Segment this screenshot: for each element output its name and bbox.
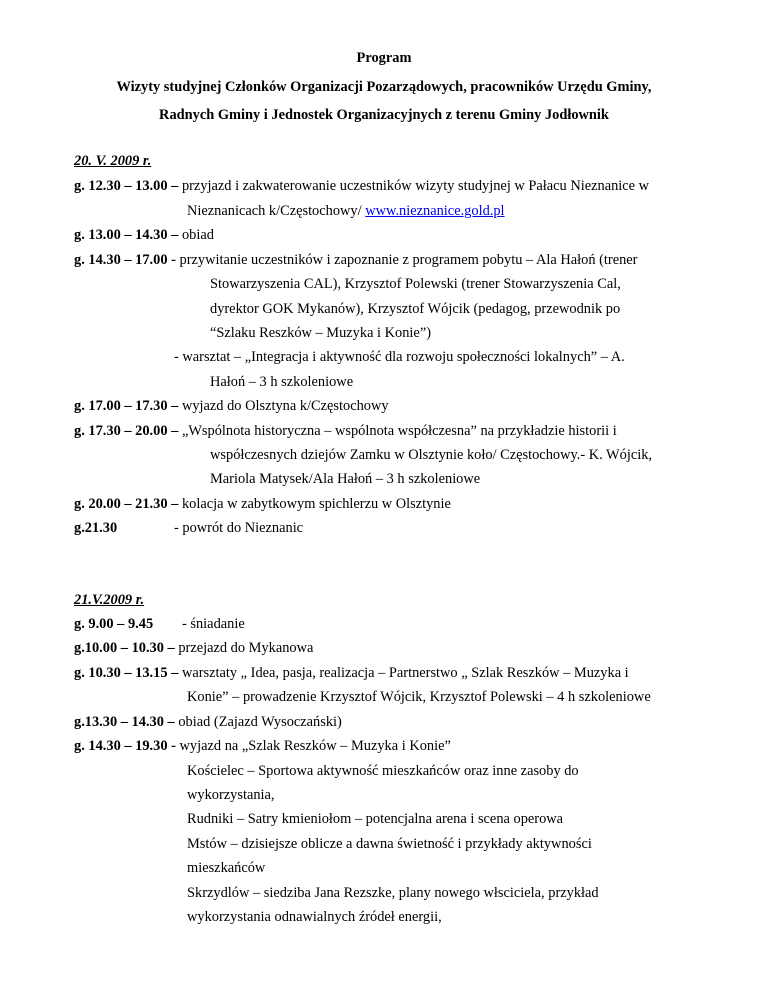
day1-entry-6 bbox=[74, 497, 451, 511]
day1-workshop-line-cont: Hałoń – 3 h szkoleniowe bbox=[210, 374, 354, 390]
entry-text: przywitanie uczestników i zapoznanie z programem pobytu – Ala Hałoń (trener bbox=[175, 252, 638, 268]
day1-entry-7-text: - powrót do Nieznanic bbox=[174, 520, 304, 536]
entry-time: g. 17.00 – 17.30 – bbox=[74, 398, 179, 414]
entry-time: g. 13.00 – 14.30 – bbox=[74, 227, 179, 243]
entry-text: obiad bbox=[178, 227, 214, 243]
route-point-mstow: Mstów – dzisiejsze oblicze a dawna świetność i przykłady aktywności bbox=[187, 836, 592, 852]
entry-text: warsztaty „ Idea, pasja, realizacja – Partnerstwo „ Szlak Reszków – Muzyka i bbox=[178, 665, 629, 681]
day1-date-heading: 20. V. 2009 r. bbox=[74, 153, 152, 169]
day1-entry-3-cont-1: Stowarzyszenia CAL), Krzysztof Polewski (trener Stowarzyszenia Cal, bbox=[210, 276, 621, 292]
route-point-mstow-cont: mieszkańców bbox=[187, 860, 266, 876]
document-subtitle-line-2: Radnych Gminy i Jednostek Organizacyjnych z terenu Gminy Jodłownik bbox=[159, 107, 609, 123]
entry-time: g. 20.00 – 21.30 – bbox=[74, 496, 179, 512]
document-subtitle-line-1: Wizyty studyjnej Członków Organizacji Pozarządowych, pracowników Urzędu Gminy, bbox=[116, 79, 652, 95]
day1-entry-1 bbox=[74, 179, 649, 193]
day1-entry-5 bbox=[74, 424, 617, 438]
day1-entry-3 bbox=[74, 253, 637, 267]
day1-entry-1-cont bbox=[187, 204, 505, 218]
entry-text: obiad (Zajazd Wysoczański) bbox=[174, 714, 342, 730]
day1-entry-7-time: g.21.30 bbox=[74, 520, 118, 536]
route-point-koscielec: Kościelec – Sportowa aktywność mieszkańców oraz inne zasoby do bbox=[187, 763, 579, 779]
day1-entry-2 bbox=[74, 228, 214, 242]
entry-time: g. 17.30 – 20.00 – bbox=[74, 423, 179, 439]
day1-entry-3-cont-3: “Szlaku Reszków – Muzyka i Konie”) bbox=[210, 325, 431, 341]
route-point-rudniki: Rudniki – Satry kmieniołom – potencjalna arena i scena operowa bbox=[187, 811, 564, 827]
day2-entry-1-text: - śniadanie bbox=[182, 616, 245, 632]
entry-time: g. 14.30 – 19.30 - bbox=[74, 738, 176, 754]
route-point-koscielec-cont: wykorzystania, bbox=[187, 787, 275, 803]
day1-entry-5-cont-2: Mariola Matysek/Ala Hałoń – 3 h szkoleniowe bbox=[210, 471, 481, 487]
day2-entry-3 bbox=[74, 666, 629, 680]
entry-text: przejazd do Mykanowa bbox=[174, 640, 314, 656]
entry-time: g.13.30 – 14.30 – bbox=[74, 714, 175, 730]
document-title: Program bbox=[356, 50, 412, 66]
day2-entry-3-cont: Konie” – prowadzenie Krzysztof Wójcik, Krzysztof Polewski – 4 h szkoleniowe bbox=[187, 689, 651, 705]
nieznanice-website-link[interactable]: www.nieznanice.gold.pl bbox=[365, 203, 505, 219]
route-point-skrzydlow-cont: wykorzystania odnawialnych źródeł energii, bbox=[187, 909, 442, 925]
route-point-skrzydlow: Skrzydlów – siedziba Jana Rezszke, plany nowego włsciciela, przykład bbox=[187, 885, 599, 901]
day2-entry-1-time: g. 9.00 – 9.45 bbox=[74, 616, 154, 632]
entry-text: Nieznanicach k/Częstochowy/ bbox=[187, 203, 366, 219]
entry-text: kolacja w zabytkowym spichlerzu w Olsztynie bbox=[178, 496, 451, 512]
entry-time: g. 14.30 – 17.00 - bbox=[74, 252, 176, 268]
entry-time: g.10.00 – 10.30 – bbox=[74, 640, 175, 656]
day2-date-heading: 21.V.2009 r. bbox=[74, 592, 145, 608]
day2-entry-4 bbox=[74, 715, 342, 729]
day2-entry-5 bbox=[74, 739, 451, 753]
entry-text: przyjazd i zakwaterowanie uczestników wizyty studyjnej w Pałacu Nieznanice w bbox=[178, 178, 650, 194]
day1-entry-3-cont-2: dyrektor GOK Mykanów), Krzysztof Wójcik (pedagog, przewodnik po bbox=[210, 301, 621, 317]
entry-time: g. 12.30 – 13.00 – bbox=[74, 178, 179, 194]
entry-text: wyjazd do Olsztyna k/Częstochowy bbox=[178, 398, 389, 414]
day2-entry-2 bbox=[74, 641, 313, 655]
entry-text: wyjazd na „Szlak Reszków – Muzyka i Konie” bbox=[175, 738, 451, 754]
entry-time: g. 10.30 – 13.15 – bbox=[74, 665, 179, 681]
entry-text: „Wspólnota historyczna – wspólnota współczesna” na przykładzie historii i bbox=[178, 423, 617, 439]
day1-workshop-line: - warsztat – „Integracja i aktywność dla rozwoju społeczności lokalnych” – A. bbox=[174, 349, 625, 365]
day1-entry-4 bbox=[74, 399, 389, 413]
day1-entry-5-cont-1: współczesnych dziejów Zamku w Olsztynie koło/ Częstochowy.- K. Wójcik, bbox=[210, 447, 653, 463]
